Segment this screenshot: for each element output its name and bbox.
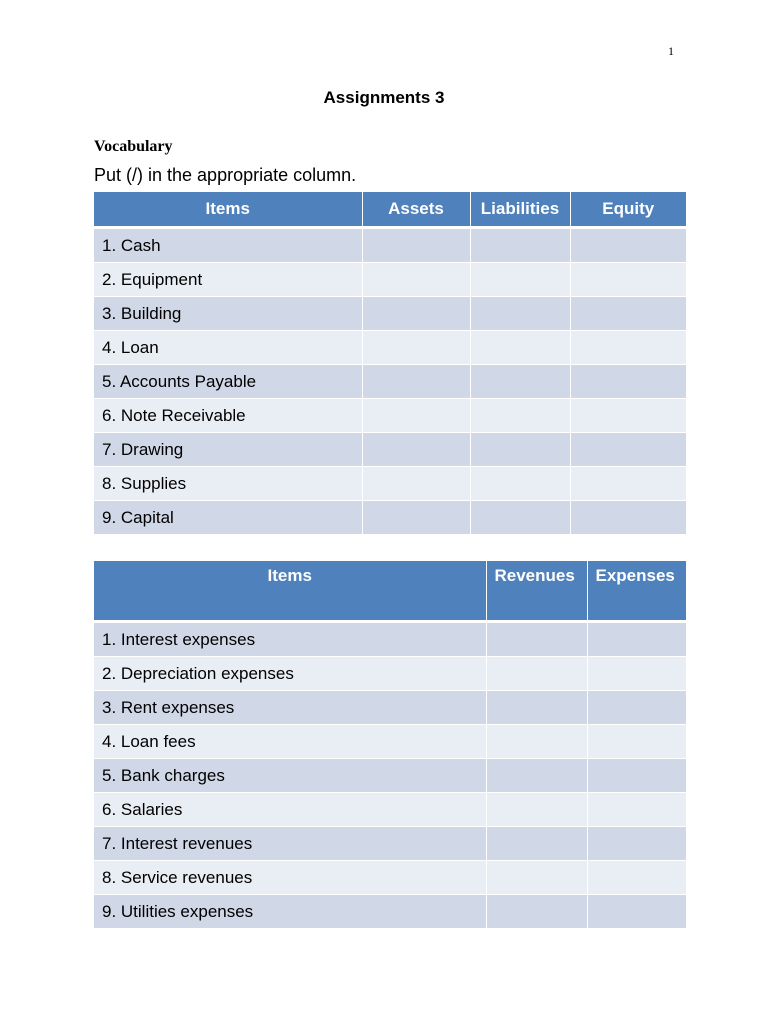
item-label: 7. Interest revenues — [94, 827, 486, 861]
liabilities-cell[interactable] — [470, 365, 570, 399]
table-row — [94, 501, 686, 535]
page-number: 1 — [668, 44, 674, 58]
table-row — [94, 759, 686, 793]
section-heading: Vocabulary — [94, 138, 173, 155]
equity-cell[interactable] — [570, 433, 686, 467]
assets-cell[interactable] — [362, 365, 470, 399]
revenues-cell[interactable] — [486, 861, 587, 895]
table-row — [94, 399, 686, 433]
table-row — [94, 228, 686, 263]
assets-cell[interactable] — [362, 467, 470, 501]
equity-cell[interactable] — [570, 501, 686, 535]
equity-cell[interactable] — [570, 399, 686, 433]
table-row — [94, 263, 686, 297]
table-row — [94, 657, 686, 691]
liabilities-cell[interactable] — [470, 331, 570, 365]
revenues-cell[interactable] — [486, 657, 587, 691]
assets-cell[interactable] — [362, 297, 470, 331]
header-assets: Assets — [362, 192, 470, 228]
liabilities-cell[interactable] — [470, 399, 570, 433]
assets-cell[interactable] — [362, 501, 470, 535]
item-label: 6. Note Receivable — [94, 399, 362, 433]
expenses-cell[interactable] — [587, 793, 686, 827]
table-row — [94, 331, 686, 365]
item-label: 1. Interest expenses — [94, 622, 486, 657]
expenses-cell[interactable] — [587, 691, 686, 725]
item-label: 6. Salaries — [94, 793, 486, 827]
liabilities-cell[interactable] — [470, 228, 570, 263]
balance-sheet-table — [94, 192, 686, 534]
revenues-cell[interactable] — [486, 725, 587, 759]
item-label: 7. Drawing — [94, 433, 362, 467]
equity-cell[interactable] — [570, 331, 686, 365]
revenues-cell[interactable] — [486, 793, 587, 827]
item-label: 8. Service revenues — [94, 861, 486, 895]
revenues-cell[interactable] — [486, 759, 587, 793]
expenses-cell[interactable] — [587, 725, 686, 759]
header-liabilities: Liabilities — [470, 192, 570, 228]
table-row — [94, 895, 686, 929]
table-row — [94, 297, 686, 331]
table-row — [94, 365, 686, 399]
item-label: 8. Supplies — [94, 467, 362, 501]
expenses-cell[interactable] — [587, 861, 686, 895]
assets-cell[interactable] — [362, 228, 470, 263]
item-label: 9. Capital — [94, 501, 362, 535]
income-statement-table — [94, 561, 686, 928]
expenses-cell[interactable] — [587, 622, 686, 657]
equity-cell[interactable] — [570, 263, 686, 297]
equity-cell[interactable] — [570, 467, 686, 501]
equity-cell[interactable] — [570, 365, 686, 399]
liabilities-cell[interactable] — [470, 297, 570, 331]
equity-cell[interactable] — [570, 228, 686, 263]
revenues-cell[interactable] — [486, 691, 587, 725]
assets-cell[interactable] — [362, 263, 470, 297]
table-header-row — [94, 192, 686, 228]
item-label: 5. Bank charges — [94, 759, 486, 793]
header-expenses: Expenses — [587, 561, 686, 622]
table-row — [94, 725, 686, 759]
header-revenues: Revenues — [486, 561, 587, 622]
liabilities-cell[interactable] — [470, 467, 570, 501]
item-label: 1. Cash — [94, 228, 362, 263]
table-row — [94, 691, 686, 725]
liabilities-cell[interactable] — [470, 501, 570, 535]
table-row — [94, 861, 686, 895]
revenues-cell[interactable] — [486, 895, 587, 929]
table-row — [94, 433, 686, 467]
expenses-cell[interactable] — [587, 657, 686, 691]
table-row — [94, 827, 686, 861]
header-equity: Equity — [570, 192, 686, 228]
item-label: 2. Depreciation expenses — [94, 657, 486, 691]
item-label: 9. Utilities expenses — [94, 895, 486, 929]
table-row — [94, 622, 686, 657]
document-title: Assignments 3 — [323, 88, 445, 107]
item-label: 4. Loan — [94, 331, 362, 365]
table-header-row — [94, 561, 686, 622]
expenses-cell[interactable] — [587, 759, 686, 793]
item-label: 4. Loan fees — [94, 725, 486, 759]
instruction-text: Put (/) in the appropriate column. — [94, 165, 357, 185]
assets-cell[interactable] — [362, 399, 470, 433]
revenues-cell[interactable] — [486, 622, 587, 657]
item-label: 5. Accounts Payable — [94, 365, 362, 399]
header-items: Items — [94, 192, 362, 228]
item-label: 2. Equipment — [94, 263, 362, 297]
table-row — [94, 793, 686, 827]
item-label: 3. Building — [94, 297, 362, 331]
header-items: Items — [94, 561, 486, 622]
liabilities-cell[interactable] — [470, 433, 570, 467]
item-label: 3. Rent expenses — [94, 691, 486, 725]
table-row — [94, 467, 686, 501]
assets-cell[interactable] — [362, 433, 470, 467]
revenues-cell[interactable] — [486, 827, 587, 861]
liabilities-cell[interactable] — [470, 263, 570, 297]
equity-cell[interactable] — [570, 297, 686, 331]
assets-cell[interactable] — [362, 331, 470, 365]
expenses-cell[interactable] — [587, 827, 686, 861]
expenses-cell[interactable] — [587, 895, 686, 929]
